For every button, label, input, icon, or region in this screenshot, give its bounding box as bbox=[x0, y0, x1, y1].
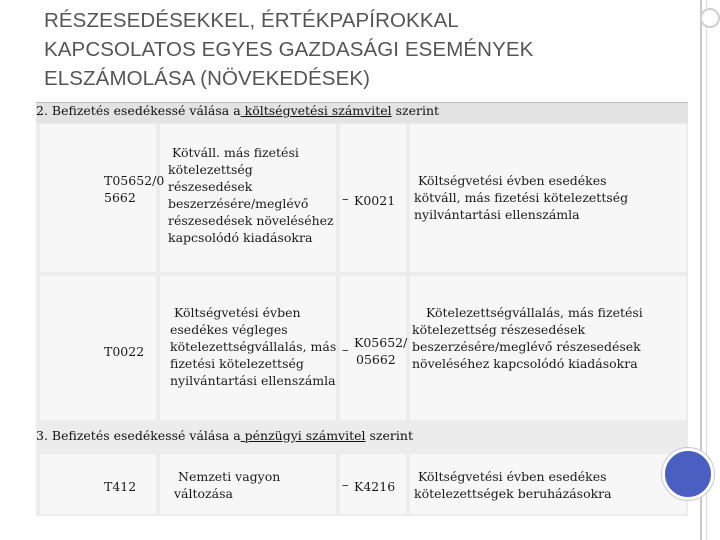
row1-debit-account-line: T05652/0 bbox=[104, 173, 165, 188]
row2-credit-account-line: K05652/ bbox=[354, 335, 408, 350]
row1-debit-description bbox=[168, 144, 334, 246]
row2-credit-desc-line: növeléséhez kapcsolódó kiadásokra bbox=[412, 356, 638, 371]
row2-credit-desc-line: Kötelezettségvállalás, más fizetési bbox=[426, 305, 643, 320]
row2-debit-desc-line: esedékes végleges bbox=[170, 322, 288, 337]
row1-debit-desc-line: kapcsolódó kiadásokra bbox=[168, 230, 313, 245]
row1-debit-desc-line: beszerzésére/meglévő bbox=[168, 196, 309, 211]
decorative-circle bbox=[662, 448, 714, 500]
row1-debit-desc-line: részesedések bbox=[168, 179, 253, 194]
section-3-heading bbox=[36, 422, 688, 452]
title-line-3: ELSZÁMOLÁSA (NÖVEKEDÉSEK) bbox=[44, 67, 371, 90]
row2-debit-desc-line: Költségvetési évben bbox=[174, 305, 301, 320]
decorative-ring bbox=[700, 8, 720, 28]
section-3-heading-prefix: 3. Befizetés esedékessé válása a bbox=[36, 428, 241, 443]
row3-credit-account-line: K4216 bbox=[354, 479, 396, 494]
row2-credit-desc-line: kötelezettség részesedések bbox=[412, 322, 586, 337]
row3-debit-description bbox=[174, 468, 280, 502]
section-2-heading-link: költségvetési számvitel bbox=[240, 103, 392, 118]
row1-credit-desc-line: Költségvetési évben esedékes bbox=[418, 173, 607, 188]
row3-debit-account-line: T412 bbox=[104, 479, 137, 494]
row3-sign: – bbox=[342, 478, 349, 493]
section-2-heading-prefix: 2. Befizetés esedékessé válása a bbox=[36, 103, 241, 118]
slide-title bbox=[44, 6, 664, 93]
row2-debit-desc-line: nyilvántartási ellenszámla bbox=[170, 373, 336, 388]
row2-debit-desc-line: fizetési kötelezettség bbox=[170, 356, 304, 371]
row2-debit-account bbox=[104, 343, 144, 360]
row3-credit-desc-line: kötelezettségek beruházásokra bbox=[414, 486, 612, 501]
row2-credit-desc-line: beszerzésére/meglévő részesedések bbox=[412, 339, 641, 354]
row2-credit-account-line: 05662 bbox=[356, 352, 396, 367]
row1-debit-desc-line: kötelezettség bbox=[168, 162, 253, 177]
row2-sign: – bbox=[342, 343, 349, 358]
title-line-2: KAPCSOLATOS EGYES GAZDASÁGI ESEMÉNYEK bbox=[44, 38, 534, 61]
row1-credit-desc-line: nyilvántartási ellenszámla bbox=[414, 207, 580, 222]
row3-debit-desc-line: változása bbox=[174, 486, 233, 501]
row1-sign: – bbox=[342, 192, 349, 207]
row2-credit-account bbox=[354, 334, 407, 368]
row3-debit-account bbox=[104, 478, 136, 495]
row1-debit-account bbox=[104, 172, 164, 206]
section-2-heading bbox=[36, 102, 688, 123]
row2-debit-desc-line: kötelezettségvállalás, más bbox=[170, 339, 337, 354]
row2-debit-description bbox=[170, 304, 336, 389]
title-line-1: RÉSZESEDÉSEKKEL, ÉRTÉKPAPÍROKKAL bbox=[44, 9, 459, 32]
row2-credit-description bbox=[412, 304, 643, 372]
row1-credit-description bbox=[414, 172, 628, 223]
row3-debit-desc-line: Nemzeti vagyon bbox=[178, 469, 281, 484]
row3-credit-desc-line: Költségvetési évben esedékes bbox=[418, 469, 607, 484]
section-2-heading-suffix: szerint bbox=[391, 103, 440, 118]
row1-debit-account-line: 5662 bbox=[104, 190, 136, 205]
cell-bg bbox=[40, 454, 156, 514]
row3-credit-account bbox=[354, 478, 395, 495]
row3-credit-description bbox=[414, 468, 612, 502]
row1-credit-desc-line: kötváll, más fizetési kötelezettség bbox=[414, 190, 629, 205]
row1-debit-desc-line: Kötváll. más fizetési bbox=[172, 145, 299, 160]
row1-debit-desc-line: részesedések növeléséhez bbox=[168, 213, 334, 228]
section-3-heading-suffix: szerint bbox=[365, 428, 413, 443]
section-3-heading-link: pénzügyi számvitel bbox=[240, 428, 366, 443]
row1-credit-account-line: K0021 bbox=[354, 193, 396, 208]
row1-credit-account bbox=[354, 192, 395, 209]
row2-debit-account-line: T0022 bbox=[104, 344, 145, 359]
